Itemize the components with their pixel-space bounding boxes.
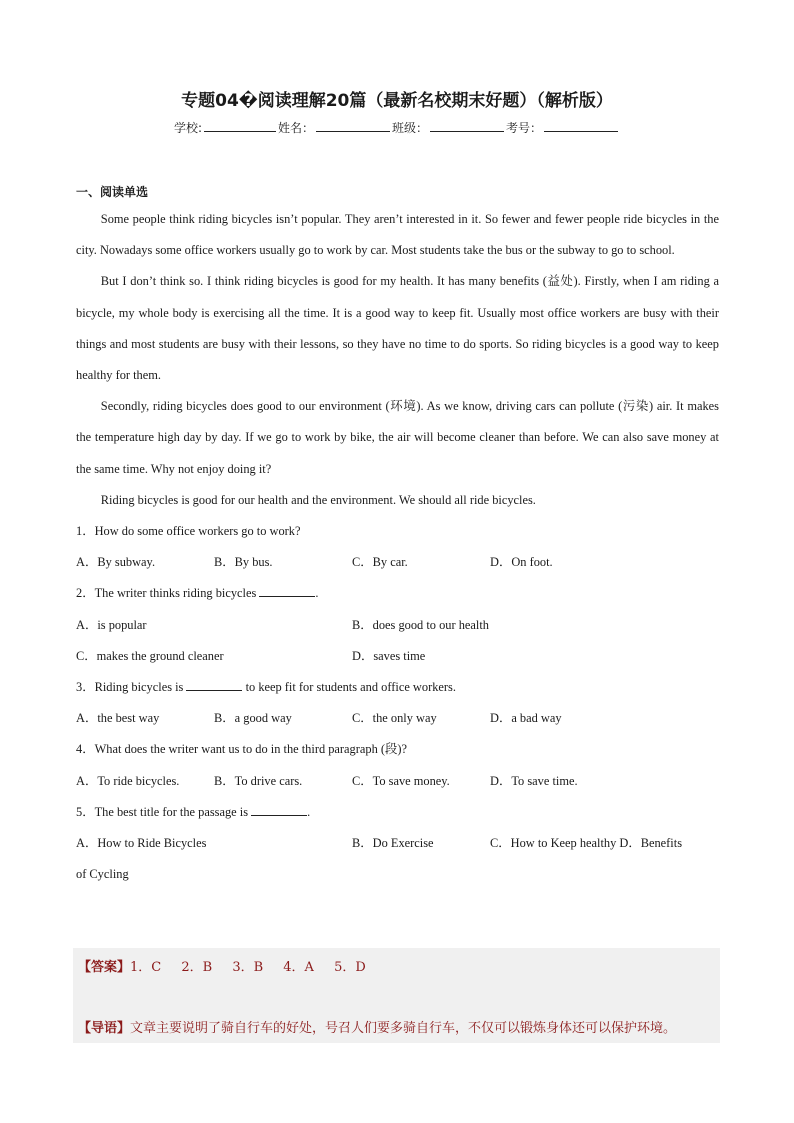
student-info-line [0, 119, 794, 136]
option-2a[interactable]: A．is popular [76, 617, 147, 632]
page-title: 专题04�阅读理解20篇（最新名校期末好题）（解析版） [181, 91, 613, 111]
question-2-stem-text: 2．The writer thinks riding bicycles [76, 586, 260, 601]
option-5c-d[interactable]: C．How to Keep healthy D．Benefits [490, 835, 683, 850]
class-label: 班级： [392, 121, 429, 135]
passage-paragraph-1: Some people think riding bicycles isn’t popular. They aren’t interested in it. So fewer and fewer people ride bicycles in the city. Nowadays some office workers usually go to work by car. Most students take the bus or the subway to go to school. [76, 212, 719, 258]
option-2c[interactable]: C．makes the ground cleaner [76, 648, 224, 663]
question-1-stem: 1．How do some office workers go to work? [76, 524, 301, 539]
option-3a[interactable]: A．the best way [76, 711, 160, 726]
option-3d[interactable]: D．a bad way [490, 711, 562, 726]
exam-no-blank[interactable] [544, 119, 618, 132]
question-2-stem [76, 578, 719, 609]
option-5a[interactable]: A．How to Ride Bicycles [76, 835, 207, 850]
option-2d[interactable]: D．saves time [352, 648, 426, 663]
question-5-stem-end: . [307, 804, 311, 819]
guide-text: 文章主要说明了骑自行车的好处，号召人们要多骑自行车，不仅可以锻炼身体还可以保护环境。 [130, 1021, 677, 1036]
option-1d[interactable]: D．On foot. [490, 555, 553, 570]
option-5d-wrap: of Cycling [76, 867, 129, 882]
option-1b[interactable]: B．By bus. [214, 555, 273, 570]
passage-paragraph-4: Riding bicycles is good for our health and the environment. We should all ride bicycles. [100, 492, 536, 507]
question-5-options [76, 828, 719, 859]
option-4b[interactable]: B．To drive cars. [214, 773, 303, 788]
question-2-options-row2 [76, 641, 719, 672]
question-2-options-row1 [76, 610, 719, 641]
exam-no-label: 考号： [506, 121, 543, 135]
passage-paragraph-2: But I don’t think so. I think riding bicycles is good for my health. It has many benefits (益处). Firstly, when I am riding a bicycle, my whole body is exercising all the time. It is a good way to keep fit. Usually most office workers are busy with their things and most students are busy with their lessons, so they have no time to do sports. So riding bicycles is a good way to keep healthy for them. [76, 274, 719, 383]
answer-value: 1．C 2．B 3．B 4．A 5．D [130, 960, 366, 975]
option-1c[interactable]: C．By car. [352, 555, 408, 570]
option-5b[interactable]: B．Do Exercise [352, 835, 434, 850]
question-1-options [76, 547, 719, 578]
question-3-options [76, 703, 719, 734]
section-heading: 一、阅读单选 [76, 185, 149, 199]
answer-line [78, 956, 366, 975]
question-3-stem-text: 3．Riding bicycles is [76, 680, 187, 694]
school-blank[interactable] [204, 119, 276, 132]
question-2-stem-end: . [315, 586, 319, 601]
question-3-stem-end: to keep fit for students and office workers. [242, 680, 456, 694]
guide-line [78, 1017, 676, 1036]
option-3c[interactable]: C．the only way [352, 711, 437, 726]
answer-label: 【答案】 [78, 960, 131, 975]
passage-paragraph-3: Secondly, riding bicycles does good to our environment (环境). As we know, driving cars can pollute (污染) air. It makes the temperature high day by day. If we go to work by bike, the air will become cleaner than before. We can also save money at the same time. Why not enjoy doing it? [76, 399, 719, 476]
question-5-stem [76, 797, 719, 828]
question-5-stem-text: 5．The best title for the passage is [76, 804, 252, 819]
question-2-blank [259, 585, 315, 597]
question-3-blank [186, 679, 242, 691]
guide-label: 【导语】 [78, 1021, 131, 1036]
school-label: 学校: [173, 121, 202, 135]
option-4c[interactable]: C．To save money. [352, 773, 450, 788]
option-4d[interactable]: D．To save time. [490, 773, 578, 788]
option-1a[interactable]: A．By subway. [76, 555, 156, 570]
class-blank[interactable] [430, 119, 504, 132]
question-3-stem [76, 672, 719, 703]
passage-and-questions [76, 204, 719, 890]
question-4-options [76, 766, 719, 797]
option-2b[interactable]: B．does good to our health [352, 617, 489, 632]
question-5-blank [251, 804, 307, 816]
question-4-stem: 4．What does the writer want us to do in the third paragraph (段)? [76, 742, 408, 757]
option-3b[interactable]: B．a good way [214, 711, 292, 726]
option-4a[interactable]: A．To ride bicycles. [76, 773, 180, 788]
name-label: 姓名： [278, 121, 315, 135]
name-blank[interactable] [316, 119, 390, 132]
